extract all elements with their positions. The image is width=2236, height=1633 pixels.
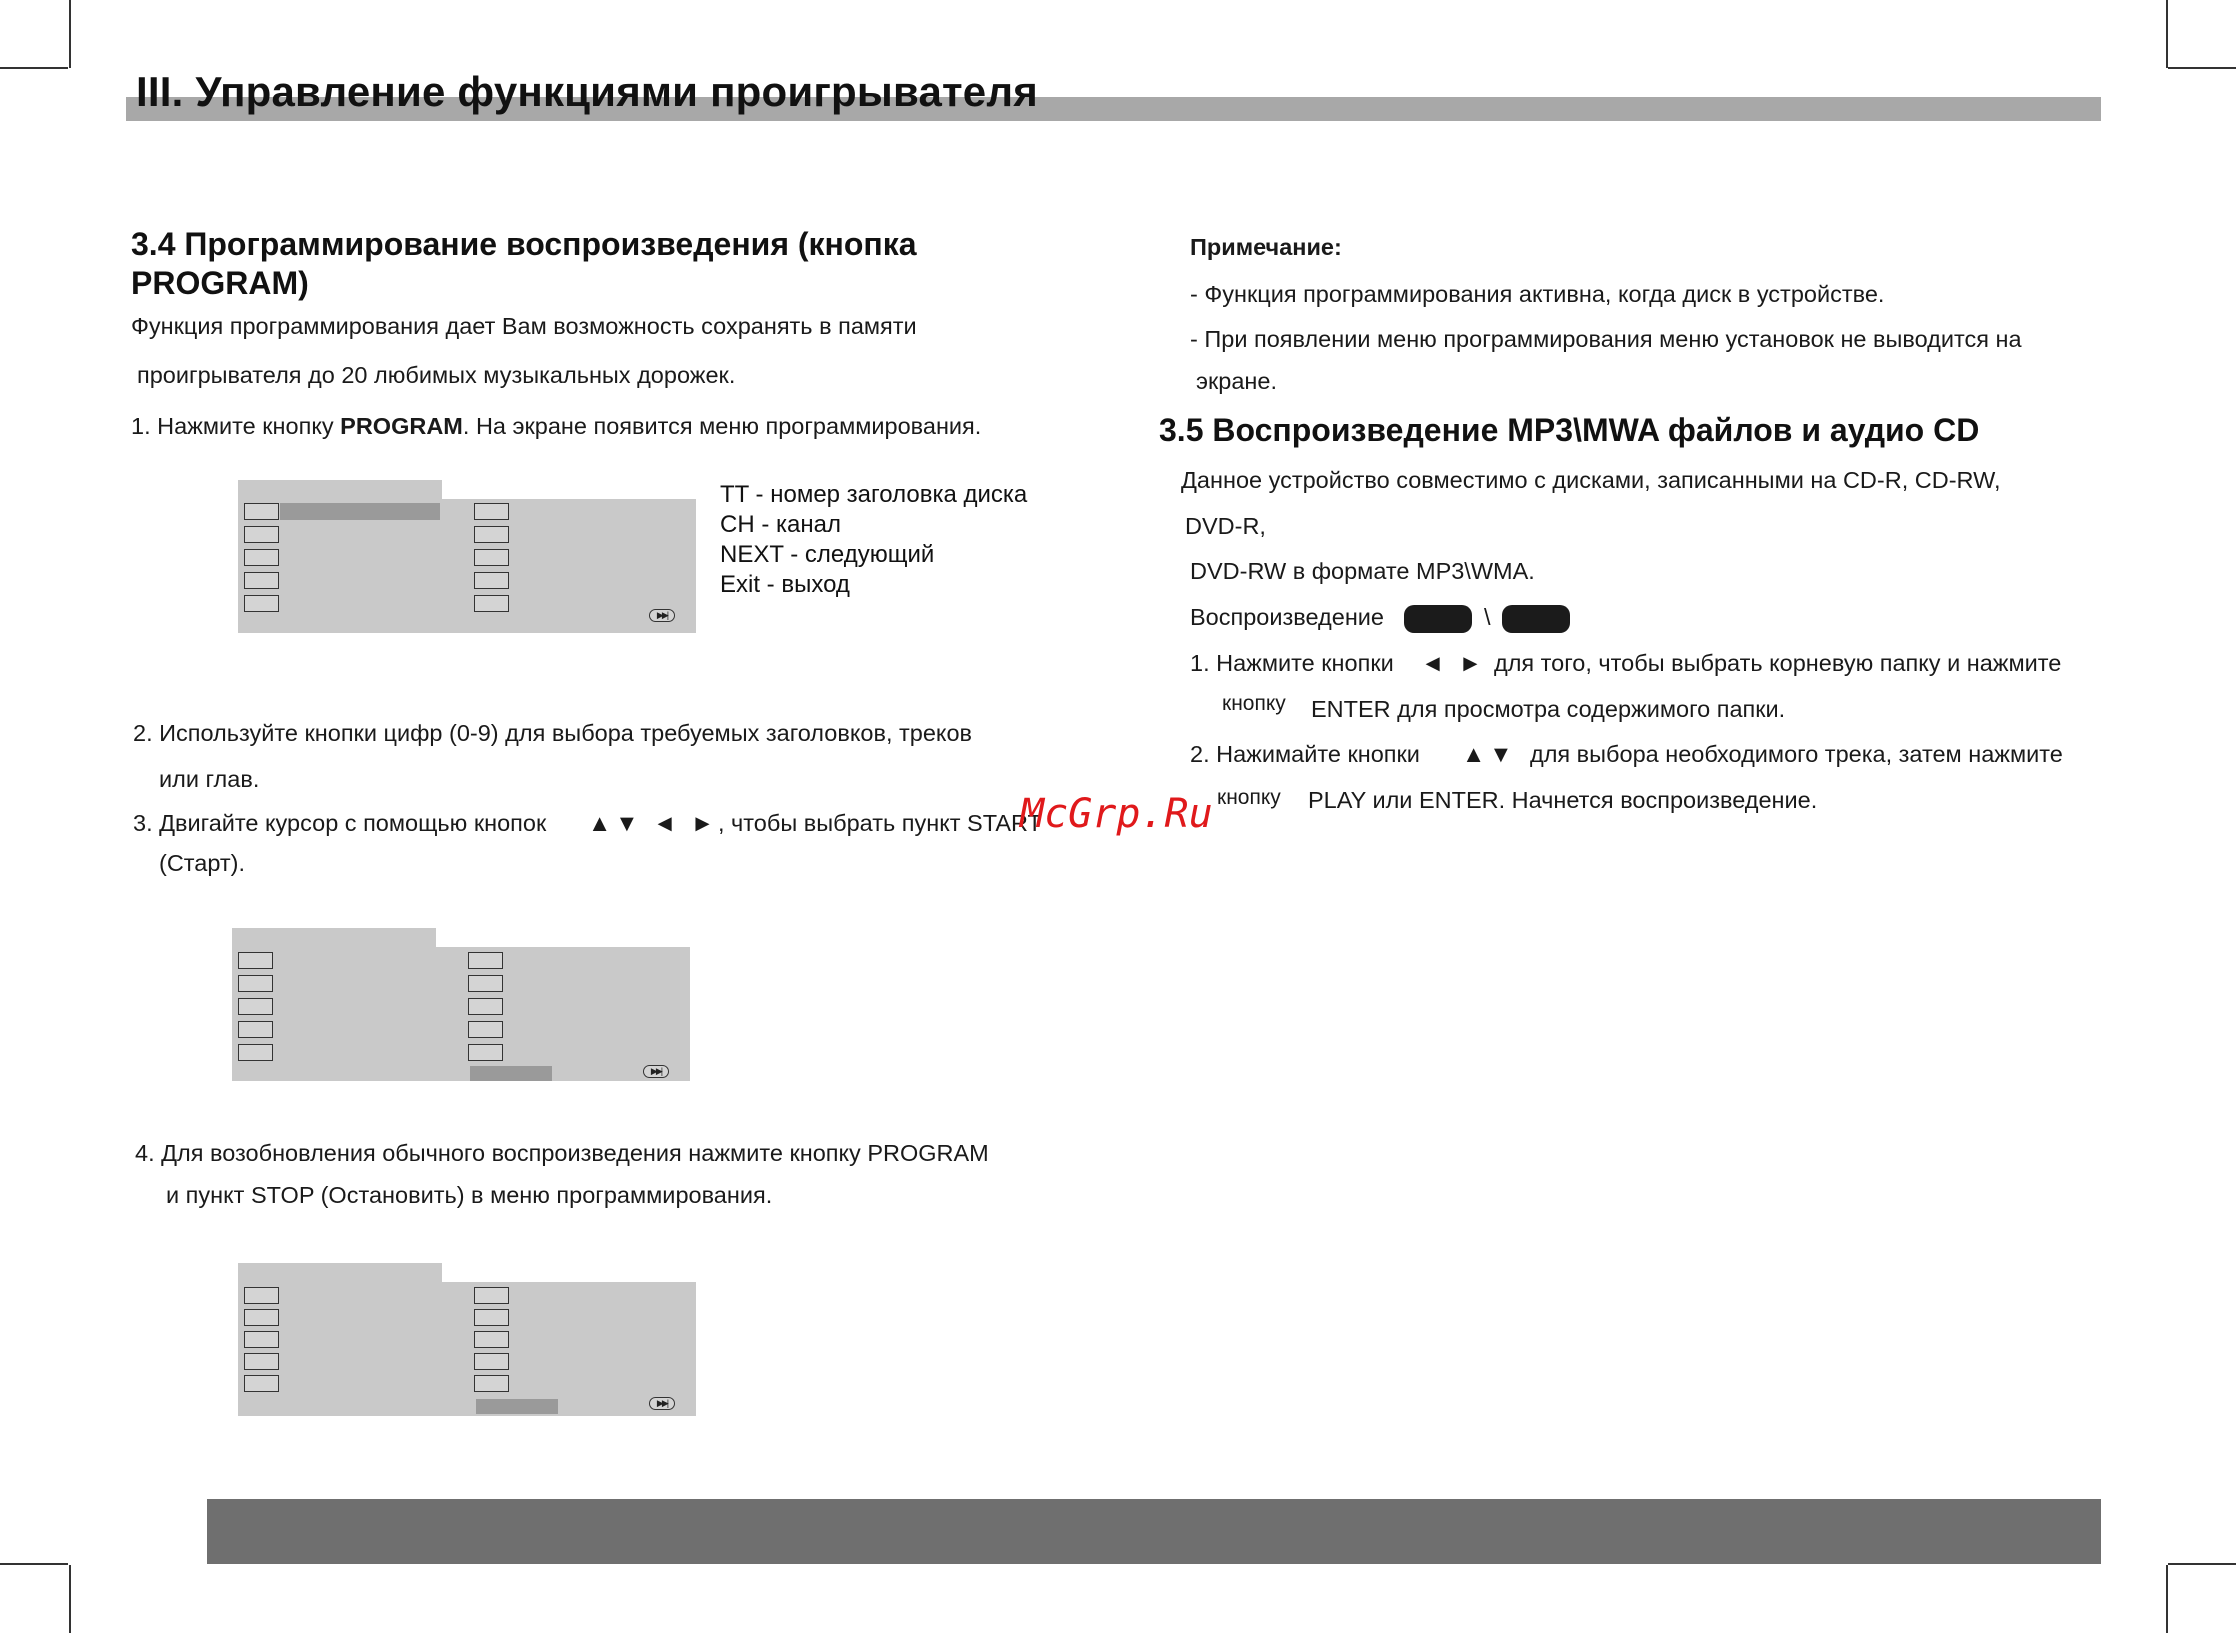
button-icon [1502,605,1570,633]
next-icon: ▶▶| [643,1065,669,1078]
step-3-prefix: 3. Двигайте курсор с помощью кнопок [133,810,547,836]
menu-body [238,1282,696,1416]
section-title-3-4: 3.4 Программирование воспроизведения (кнопка [131,226,917,262]
section-title-3-5: 3.5 Воспроизведение MP3\MWA файлов и аудио CD [1159,412,1980,448]
mp3-step-2-cont: PLAY или ENTER. Начнется воспроизведение. [1308,787,1818,813]
menu-cell [468,998,503,1015]
program-keyword: PROGRAM [340,413,463,439]
menu-cell [244,549,279,566]
menu-cell [468,952,503,969]
menu-cell [244,1353,279,1370]
crop-mark [69,0,71,68]
step-3-suffix: , чтобы выбрать пункт START [718,810,1042,836]
mp3-step-1-cont: ENTER для просмотра содержимого папки. [1311,696,1786,722]
step-2: 2. Используйте кнопки цифр (0-9) для выбора требуемых заголовков, треков [133,720,973,746]
menu-body [232,947,690,1081]
step-1-prefix: 1. Нажмите кнопку [131,413,341,439]
legend-ch: CH - канал [720,511,841,538]
menu-cell [474,503,509,520]
mp3-step-2-prefix: 2. Нажимайте кнопки [1190,741,1420,767]
compat-text: Данное устройство совместимо с дисками, записанными на CD-R, CD-RW, [1181,467,2001,493]
menu-cell [238,1044,273,1061]
compat-text-cont2: DVD-RW в формате MP3\WMA. [1190,558,1535,584]
footer-bar [207,1499,2101,1564]
crop-mark [2166,1565,2168,1633]
menu-cell [474,572,509,589]
menu-cell [468,1021,503,1038]
note-1: - Функция программирования активна, когда диск в устройстве. [1190,281,1885,307]
step-1 [131,413,981,440]
legend-next: NEXT - следующий [720,541,935,568]
menu-highlight-stop [476,1399,558,1414]
step-4-cont: и пункт STOP (Остановить) в меню программирования. [166,1182,773,1208]
mp3-step-1-prefix: 1. Нажмите кнопки [1190,650,1394,676]
mp3-step-2-key-label: кнопку [1217,786,1281,809]
menu-cell [474,1287,509,1304]
legend-tt: TT - номер заголовка диска [720,481,1028,508]
playback-separator: \ [1484,604,1491,630]
menu-cell [244,1287,279,1304]
menu-cell [238,952,273,969]
step-4: 4. Для возобновления обычного воспроизведения нажмите кнопку PROGRAM [135,1140,989,1166]
crop-mark [2168,1563,2236,1565]
menu-cell [474,1331,509,1348]
mp3-step-1-suffix: для того, чтобы выбрать корневую папку и нажмите [1494,650,2062,676]
intro-text-cont: проигрывателя до 20 любимых музыкальных дорожек. [137,362,736,388]
arrow-keys: ▲▼ ◄ ► [588,810,719,836]
next-icon: ▶▶| [649,609,675,622]
note-title: Примечание: [1190,234,1342,260]
menu-cell [238,998,273,1015]
menu-highlight [280,503,440,520]
menu-cell [468,975,503,992]
crop-mark [2166,0,2168,68]
crop-mark [0,67,68,69]
note-2: - При появлении меню программирования меню установок не выводится на [1190,326,2022,352]
menu-cell [468,1044,503,1061]
page-title: III. Управление функциями проигрывателя [136,68,1038,115]
intro-text: Функция программирования дает Вам возможность сохранять в памяти [131,313,917,339]
menu-cell [474,595,509,612]
mp3-step-1-key-label: кнопку [1222,692,1286,715]
left-right-arrows: ◄ ► [1421,650,1487,676]
menu-cell [238,975,273,992]
program-menu-3 [238,1263,696,1408]
menu-cell [474,526,509,543]
menu-cell [244,1375,279,1392]
section-title-3-4-cont: PROGRAM) [131,265,309,301]
menu-cell [244,503,279,520]
menu-cell [238,1021,273,1038]
menu-cell [244,1309,279,1326]
menu-cell [474,1353,509,1370]
mp3-step-2-suffix: для выбора необходимого трека, затем нажмите [1530,741,2063,767]
up-down-arrows: ▲▼ [1462,741,1517,767]
menu-cell [244,572,279,589]
crop-mark [0,1563,68,1565]
menu-cell [474,1309,509,1326]
playback-label: Воспроизведение [1190,604,1384,630]
button-icon [1404,605,1472,633]
step-2-cont: или глав. [159,766,260,792]
program-menu-2 [232,928,690,1076]
crop-mark [2168,67,2236,69]
menu-cell [244,595,279,612]
menu-cell [244,526,279,543]
legend-exit: Exit - выход [720,571,850,598]
step-3-cont: (Старт). [159,850,246,876]
compat-text-cont: DVD-R, [1185,513,1266,539]
menu-highlight-start [470,1066,552,1081]
next-icon: ▶▶| [649,1397,675,1410]
menu-cell [244,1331,279,1348]
program-menu-1 [238,480,696,620]
step-1-suffix: . На экране появится меню программирования. [462,413,982,439]
watermark: McGrp.Ru [1020,791,1213,837]
menu-cell [474,1375,509,1392]
crop-mark [69,1565,71,1633]
menu-cell [474,549,509,566]
note-2-cont: экране. [1196,368,1277,394]
